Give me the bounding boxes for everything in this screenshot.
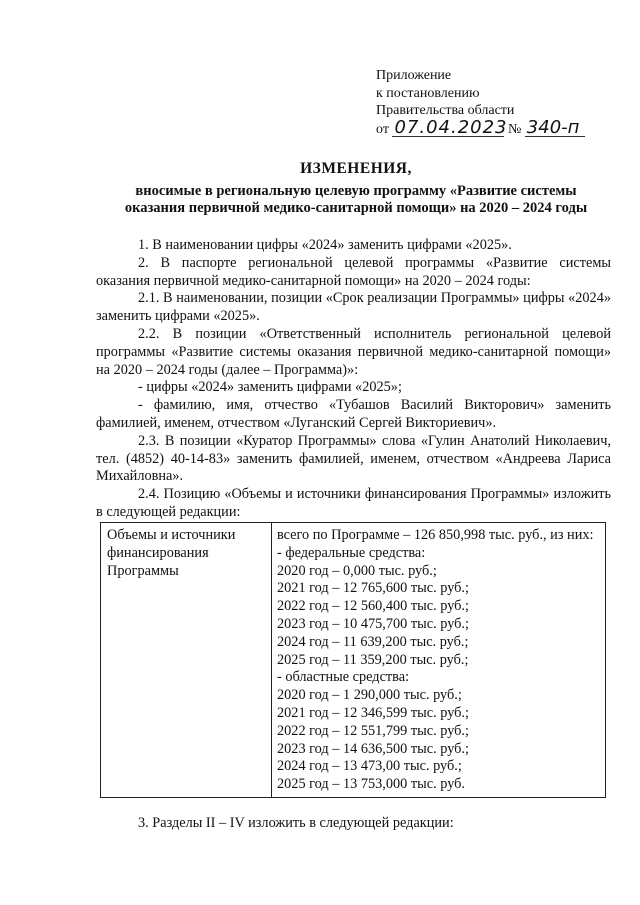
handwritten-number: 340-п bbox=[525, 120, 585, 137]
value-line: 2020 год – 1 290,000 тыс. руб.; bbox=[277, 687, 462, 704]
paragraph-2-4: 2.4. Позицию «Объемы и источники финансирования Программы» изложить в следующей редакции: bbox=[96, 486, 611, 520]
value-line: 2022 год – 12 560,400 тыс. руб.; bbox=[277, 598, 469, 615]
value-line: 2021 год – 12 765,600 тыс. руб.; bbox=[277, 580, 469, 597]
paragraph-2-1: 2.1. В наименовании, позиции «Срок реализации Программы» цифры «2024» заменить цифрами «2025». bbox=[96, 290, 611, 325]
title-main: ИЗМЕНЕНИЯ, bbox=[300, 160, 412, 177]
value-line: 2025 год – 11 359,200 тыс. руб.; bbox=[277, 651, 469, 668]
table-row bbox=[101, 523, 606, 798]
paragraph-2: 2. В паспорте региональной целевой программы «Развитие системы оказания первичной медико-санитарной помощи» на 2020 – 2024 годы: bbox=[96, 254, 611, 289]
value-line: всего по Программе – 126 850,998 тыс. руб., из них: bbox=[277, 527, 594, 543]
from-label: от bbox=[376, 121, 389, 137]
appendix-line-1: Приложение bbox=[376, 68, 452, 83]
value-line: 2022 год – 12 551,799 тыс. руб.; bbox=[277, 722, 469, 739]
value-line: 2024 год – 13 473,00 тыс. руб.; bbox=[277, 758, 462, 775]
value-line: 2021 год – 12 346,599 тыс. руб.; bbox=[277, 704, 469, 721]
value-line: 2023 год – 14 636,500 тыс. руб.; bbox=[277, 740, 469, 757]
handwritten-date: 07.04.2023 bbox=[394, 116, 508, 138]
value-line: - федеральные средства: bbox=[277, 544, 426, 561]
section-3-heading: 3. Разделы II – IV изложить в следующей редакции: bbox=[138, 815, 454, 831]
paragraph-2-2-a: - цифры «2024» заменить цифрами «2025»; bbox=[138, 379, 402, 396]
document-body bbox=[96, 237, 611, 522]
value-line: 2020 год – 0,000 тыс. руб.; bbox=[277, 562, 437, 579]
appendix-header bbox=[376, 67, 585, 138]
document-title bbox=[96, 160, 616, 218]
paragraph-2-2: 2.2. В позиции «Ответственный исполнитель региональной целевой программы «Развитие системы оказания первичной медико-санитарной помощи» на 2020 – 2024 годы (далее – Программа)»: bbox=[96, 325, 611, 378]
table-cell-values bbox=[272, 523, 606, 798]
value-line: 2024 год – 11 639,200 тыс. руб.; bbox=[277, 633, 469, 650]
appendix-line-3: Правительства области bbox=[376, 103, 515, 118]
paragraph-2-3: 2.3. В позиции «Куратор Программы» слова «Гулин Анатолий Николаевич, тел. (4852) 40-14-83» заменить фамилией, именем, отчеством «Андреева Лариса Михайловна». bbox=[96, 432, 611, 485]
appendix-date-line bbox=[376, 116, 585, 139]
cell-label-line: финансирования bbox=[107, 544, 209, 561]
value-line: 2023 год – 10 475,700 тыс. руб.; bbox=[277, 615, 469, 632]
value-line: - областные средства: bbox=[277, 669, 410, 686]
number-label: № bbox=[507, 121, 522, 137]
financing-table bbox=[100, 522, 606, 798]
value-line: 2025 год – 13 753,000 тыс. руб. bbox=[277, 776, 466, 793]
title-sub-2: оказания первичной медико-санитарной помощи» на 2020 – 2024 годы bbox=[124, 200, 588, 216]
paragraph-1: 1. В наименовании цифры «2024» заменить цифрами «2025». bbox=[138, 237, 512, 253]
title-sub-1: вносимые в региональную целевую программу «Развитие системы bbox=[135, 182, 577, 199]
table-cell-label bbox=[101, 523, 272, 798]
cell-label-line: Объемы и источники bbox=[107, 527, 236, 543]
appendix-line-2: к постановлению bbox=[376, 85, 480, 101]
cell-label-line: Программы bbox=[107, 562, 179, 579]
paragraph-2-2-b: - фамилию, имя, отчество «Тубашов Василий Викторович» заменить фамилией, именем, отчеством «Луганский Сергей Викториевич». bbox=[96, 397, 611, 431]
